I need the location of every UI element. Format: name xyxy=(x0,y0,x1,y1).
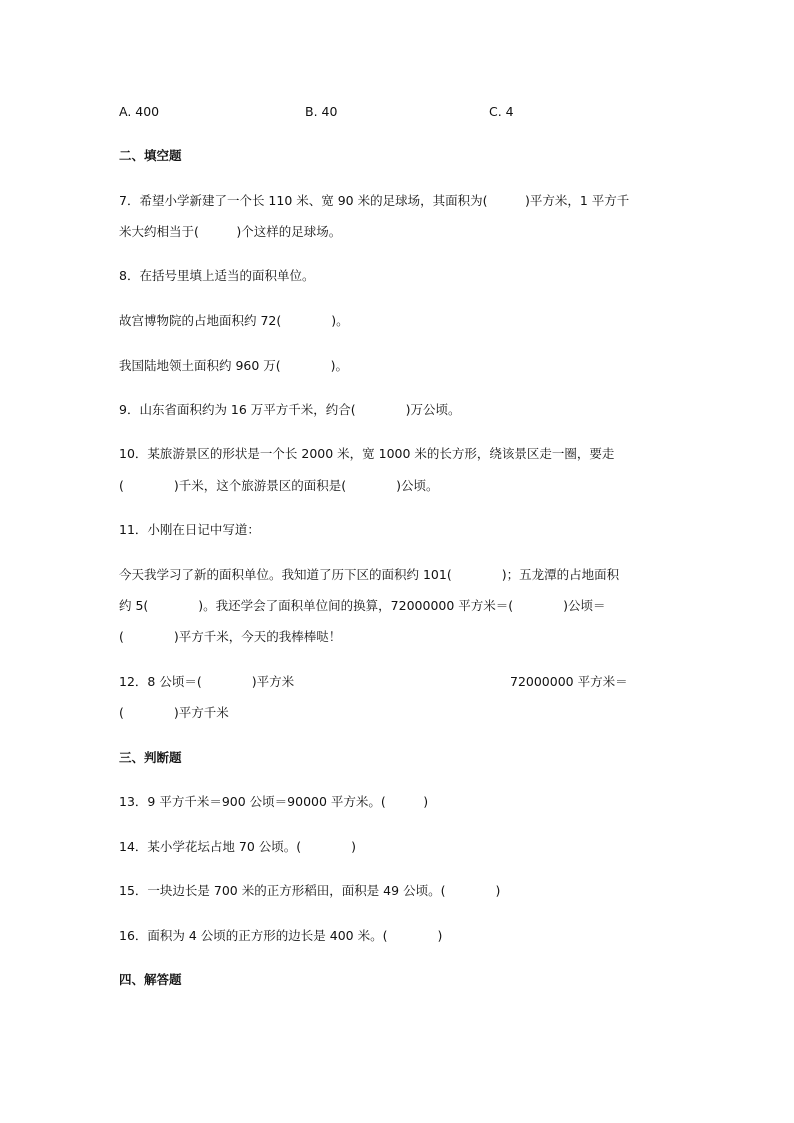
question-9: 9．山东省面积约为 16 万平方千米，约合( )万公顷。 xyxy=(119,402,461,417)
question-12-line-2: ( )平方千米 xyxy=(119,705,229,720)
section-heading-judge: 三、判断题 xyxy=(119,750,182,765)
question-12-left: 12．8 公顷＝( )平方米 xyxy=(119,674,295,689)
section-heading-solve: 四、解答题 xyxy=(119,972,182,987)
question-11-line-3: ( )平方千米，今天的我棒棒哒！ xyxy=(119,629,342,644)
question-11-stem: 11．小刚在日记中写道： xyxy=(119,522,260,537)
option-b: B. 40 xyxy=(305,104,338,119)
question-7-line-2: 米大约相当于( )个这样的足球场。 xyxy=(119,224,342,239)
question-8-item-b: 我国陆地领土面积约 960 万( )。 xyxy=(119,358,349,373)
question-11-line-2: 约 5( )。我还学会了面积单位间的换算，72000000 平方米＝( )公顷＝ xyxy=(119,598,606,613)
section-heading-fill: 二、填空题 xyxy=(119,148,182,163)
question-11-line-1: 今天我学习了新的面积单位。我知道了历下区的面积约 101( )；五龙潭的占地面积 xyxy=(119,567,620,582)
question-8-stem: 8．在括号里填上适当的面积单位。 xyxy=(119,268,315,283)
question-14: 14．某小学花坛占地 70 公顷。( ) xyxy=(119,839,357,854)
option-c: C. 4 xyxy=(489,104,514,119)
question-7-line-1: 7．希望小学新建了一个长 110 米、宽 90 米的足球场，其面积为( )平方米，1 平方千 xyxy=(119,193,630,208)
question-10-line-1: 10．某旅游景区的形状是一个长 2000 米，宽 1000 米的长方形，绕该景区走一圈，要走 xyxy=(119,446,615,461)
question-13: 13．9 平方千米＝900 公顷＝90000 平方米。( ) xyxy=(119,794,429,809)
question-16: 16．面积为 4 公顷的正方形的边长是 400 米。( ) xyxy=(119,928,443,943)
question-8-item-a: 故宫博物院的占地面积约 72( )。 xyxy=(119,313,349,328)
question-15: 15．一块边长是 700 米的正方形稻田，面积是 49 公顷。( ) xyxy=(119,883,501,898)
question-10-line-2: ( )千米，这个旅游景区的面积是( )公顷。 xyxy=(119,478,439,493)
option-a: A. 400 xyxy=(119,104,160,119)
question-12-right: 72000000 平方米＝ xyxy=(510,674,628,689)
